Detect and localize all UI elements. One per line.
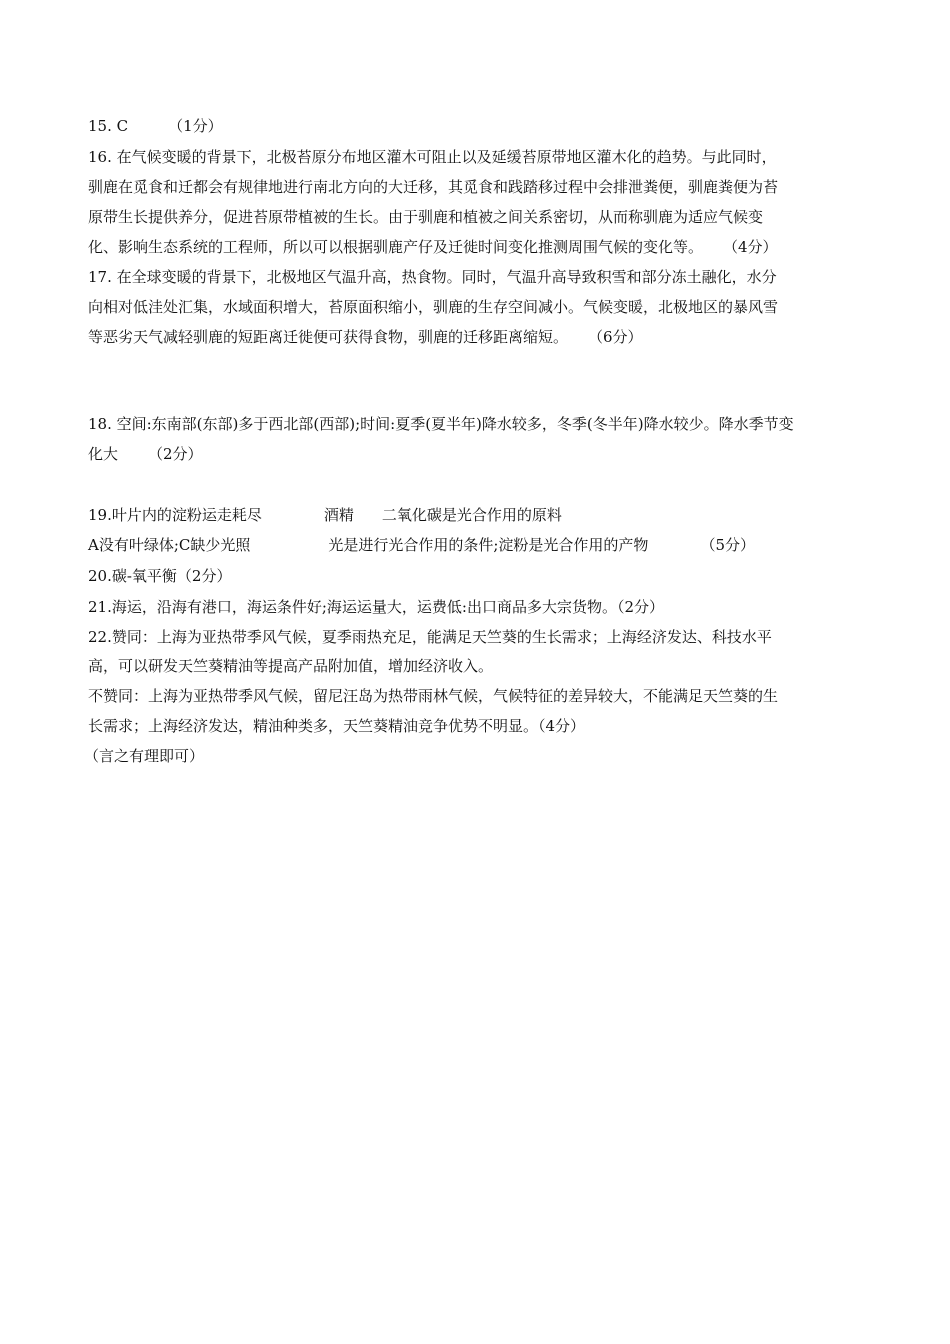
q19-part2: 酒精 — [323, 506, 354, 524]
q16-line-2: 驯鹿在觅食和迁都会有规律地进行南北方向的大迁移，其觅食和践踏移过程中会排泄粪便，驯鹿粪便为苔 — [88, 178, 779, 196]
q16-line-4 — [88, 237, 868, 257]
q17-line-1: 17. 在全球变暖的背景下，北极地区气温升高，热食物。同时，气温升高导致积雪和部分冻土融化，水分 — [88, 268, 777, 286]
q17-line-3-text: 等恶劣天气减轻驯鹿的短距离迁徙便可获得食物，驯鹿的迁移距离缩短。 — [88, 328, 569, 346]
q16-line-3: 原带生长提供养分，促进苔原带植被的生长。由于驯鹿和植被之间关系密切，从而称驯鹿为适应气候变 — [88, 208, 764, 226]
q18-score: （2分） — [148, 445, 203, 463]
q16-line-4-text: 化、影响生态系统的工程师，所以可以根据驯鹿产仔及迁徙时间变化推测周围气候的变化等。 — [88, 238, 704, 256]
q15-score: （1分） — [168, 117, 223, 135]
q19-part3: 二氧化碳是光合作用的原料 — [381, 506, 562, 524]
q20-line: 20.碳-氧平衡（2分） — [88, 567, 232, 585]
q22-disagree-line-2: 长需求；上海经济发达，精油种类多，天竺葵精油竞争优势不明显。（4分） — [88, 717, 586, 735]
q22-disagree-line-1: 不赞同：上海为亚热带季风气候，留尼汪岛为热带雨林气候，气候特征的差异较大，不能满足天竺葵的生 — [88, 687, 779, 705]
q16-score: （4分） — [723, 238, 778, 256]
q15-answer: 15. C — [88, 117, 129, 135]
q19-score: （5分） — [700, 536, 755, 554]
q22-note: （言之有理即可） — [84, 747, 205, 765]
q18-line-2 — [88, 444, 868, 464]
q22-agree-line-2: 高，可以研发天竺葵精油等提高产品附加值，增加经济收入。 — [88, 657, 494, 675]
q19-line-1 — [88, 505, 868, 525]
q19-part5: 光是进行光合作用的条件;淀粉是光合作用的产物 — [328, 536, 649, 554]
q21-line: 21.海运，沿海有港口，海运条件好;海运运量大，运费低:出口商品多大宗货物。（2分） — [88, 598, 665, 616]
q19-part4: A没有叶绿体;C缺少光照 — [88, 536, 251, 554]
q16-line-1: 16. 在气候变暖的背景下，北极苔原分布地区灌木可阻止以及延缓苔原带地区灌木化的趋势。与此同时， — [88, 148, 777, 166]
q19-part1: 19.叶片内的淀粉运走耗尽 — [88, 506, 262, 524]
q19-line-2 — [88, 535, 868, 555]
q18-line-1: 18. 空间:东南部(东部)多于西北部(西部);时间:夏季(夏半年)降水较多，冬季(冬半年)降水较少。降水季节变 — [88, 415, 794, 433]
q22-agree-line-1: 22.赞同：上海为亚热带季风气候，夏季雨热充足，能满足天竺葵的生长需求；上海经济发达、科技水平 — [88, 628, 772, 646]
q17-line-3 — [88, 327, 868, 347]
q15-line — [88, 116, 868, 136]
q17-score: （6分） — [588, 328, 643, 346]
q18-line-2-text: 化大 — [88, 445, 119, 463]
q17-line-2: 向相对低洼处汇集，水域面积增大，苔原面积缩小，驯鹿的生存空间减小。气候变暖，北极地区的暴风雪 — [88, 298, 779, 316]
